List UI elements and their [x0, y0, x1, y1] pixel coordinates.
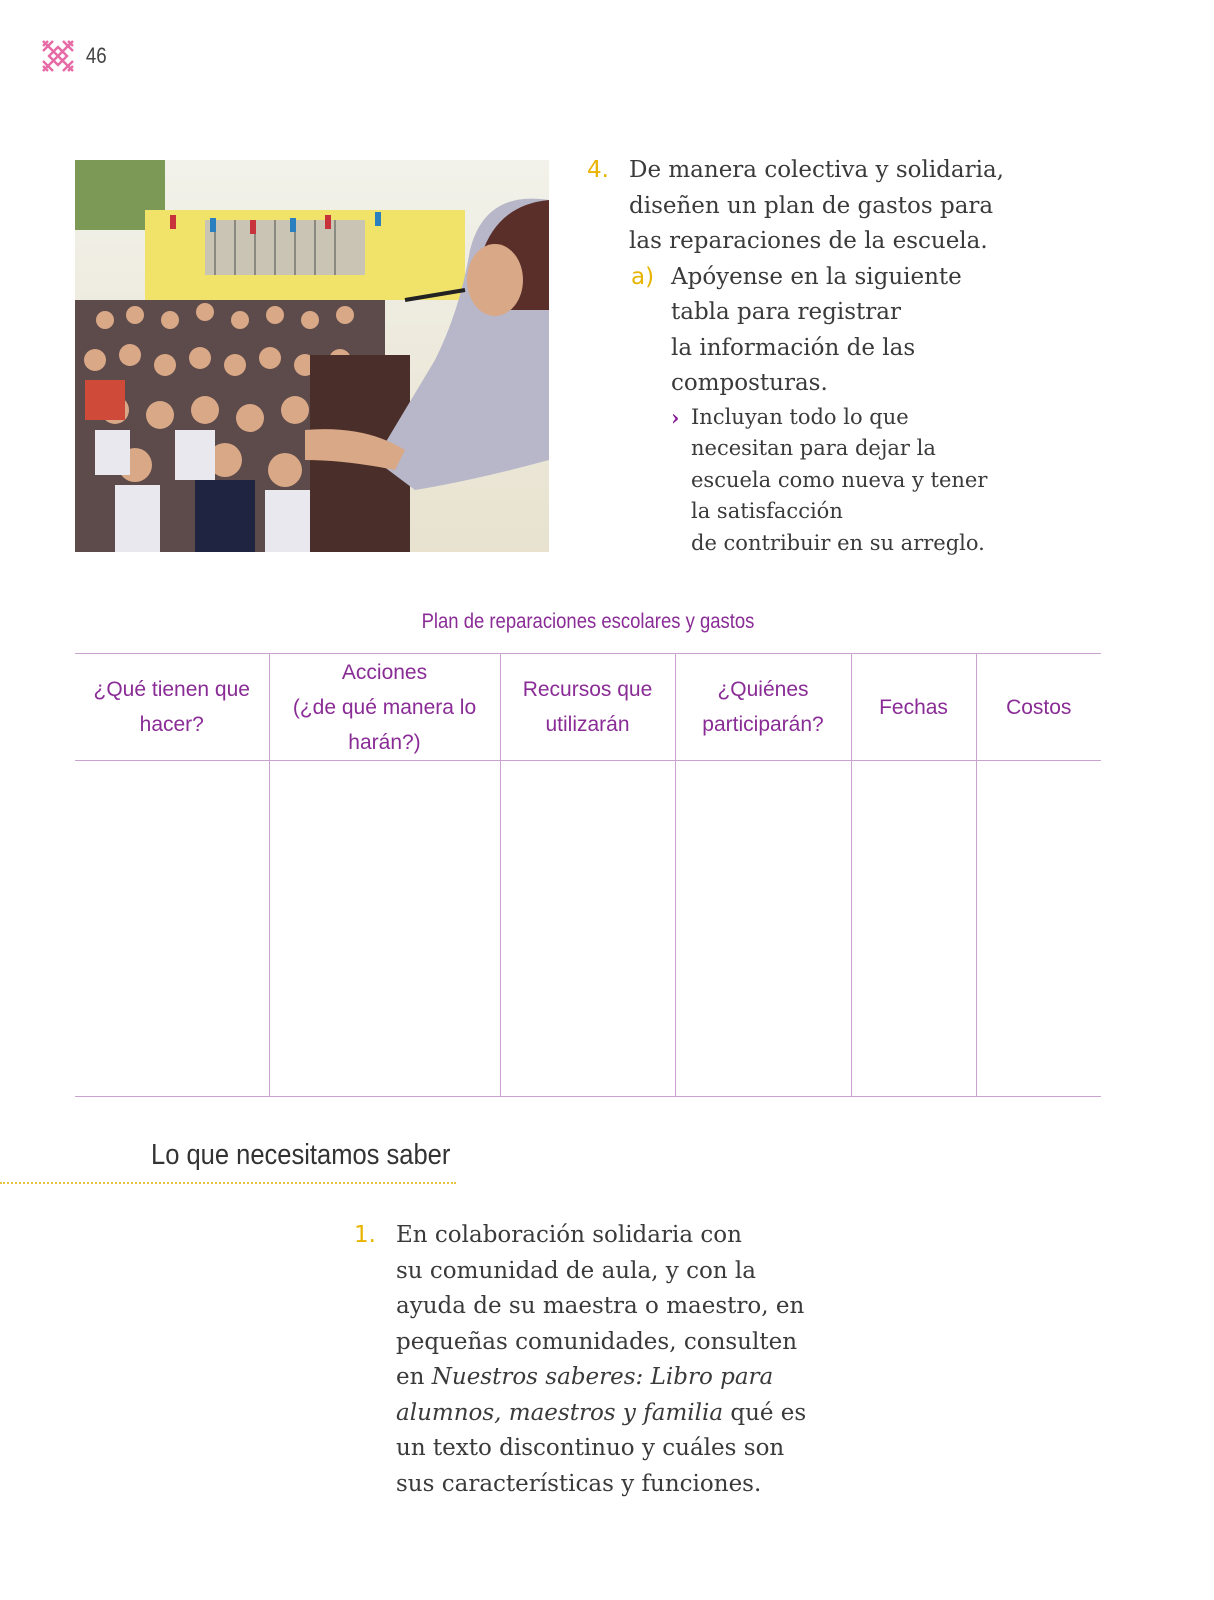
bullet-line: necesitan para dejar la: [691, 436, 936, 460]
table-cell-what[interactable]: [75, 761, 269, 1097]
step-4a-item: [631, 260, 1057, 402]
step-4-item: [587, 153, 1057, 260]
bullet-marker-icon: ›: [671, 404, 680, 430]
text-segment: en: [396, 1364, 432, 1390]
page-number: 46: [85, 43, 107, 68]
bullet-line: de contribuir en su arreglo.: [691, 530, 985, 555]
step-4a-letter: a): [631, 263, 655, 290]
step-1-line: su comunidad de aula, y con la: [396, 1257, 757, 1284]
book-title: alumnos, maestros y familia: [396, 1399, 724, 1426]
table-cell-actions[interactable]: [269, 761, 500, 1097]
step-4-line: diseñen un plan de gastos para: [629, 192, 994, 219]
section-heading: Lo que necesitamos saber: [151, 1139, 451, 1171]
step-1-text: [396, 1218, 806, 1502]
column-header-participants: [675, 654, 851, 761]
book-title: Nuestros saberes: Libro para: [431, 1364, 774, 1390]
header-line: utilizarán: [545, 713, 630, 736]
step-1-line: pequeñas comunidades, consulten: [396, 1328, 798, 1355]
step-4a-bullet: [671, 402, 1057, 560]
column-header-what: [75, 654, 269, 761]
step-1-line: sus características y funciones.: [396, 1470, 762, 1497]
section-divider: [0, 1182, 456, 1184]
text-segment: qué es: [723, 1399, 807, 1426]
step-4-number: 4.: [587, 157, 609, 183]
column-header-costs: [976, 654, 1101, 761]
step-4a-line: Apóyense en la siguiente: [671, 263, 962, 290]
header-line: Fechas: [879, 695, 948, 719]
step-1-line: ayuda de su maestra o maestro, en: [396, 1293, 805, 1319]
header-line: Recursos que: [522, 678, 653, 701]
column-header-actions: [269, 654, 500, 761]
table-cell-dates[interactable]: [851, 761, 976, 1097]
bullet-text: [691, 402, 987, 560]
header-line: Acciones: [341, 660, 428, 684]
school-assembly-photo: [75, 160, 549, 552]
header-line: participarán?: [702, 713, 824, 736]
bullet-line: Incluyan todo lo que: [691, 404, 909, 429]
table-row: [75, 761, 1101, 1097]
step-4a-text: [671, 260, 962, 402]
table-cell-participants[interactable]: [675, 761, 851, 1097]
step-4a-line: la información de las: [671, 334, 916, 361]
step-4a-line: composturas.: [671, 370, 828, 396]
column-header-dates: [851, 654, 976, 761]
step-1-line: En colaboración solidaria con: [396, 1222, 742, 1248]
header-line: (¿de qué manera lo: [292, 695, 477, 719]
header-line: hacer?: [139, 713, 204, 736]
table-title: Plan de reparaciones escolares y gastos: [421, 610, 755, 633]
column-header-resources: [500, 654, 675, 761]
step-4a-line: tabla para registrar: [671, 299, 901, 325]
step-1-paragraph: [354, 1218, 854, 1502]
table-cell-costs[interactable]: [976, 761, 1101, 1097]
step-1-number: 1.: [354, 1222, 376, 1248]
header-line: ¿Quiénes: [717, 678, 809, 701]
step-1-line: un texto discontinuo y cuáles son: [396, 1435, 785, 1461]
step-4-line: las reparaciones de la escuela.: [629, 228, 988, 254]
page-header: [40, 38, 108, 74]
step-4-line: De manera colectiva y solidaria,: [629, 157, 1004, 183]
header-line: harán?): [348, 730, 421, 754]
bullet-line: la satisfacción: [691, 499, 843, 523]
table-header-row: [75, 654, 1101, 761]
repair-plan-table: [75, 653, 1101, 1097]
step-1-line: [396, 1396, 806, 1432]
step-4-text: [629, 153, 1004, 260]
header-line: ¿Qué tienen que: [93, 678, 250, 701]
decorative-star-logo-icon: [40, 38, 76, 74]
header-line: Costos: [1006, 695, 1072, 719]
step-4-instructions: [587, 153, 1057, 559]
step-1-line: [396, 1360, 806, 1396]
bullet-line: escuela como nueva y tener: [691, 467, 988, 492]
table-cell-resources[interactable]: [500, 761, 675, 1097]
